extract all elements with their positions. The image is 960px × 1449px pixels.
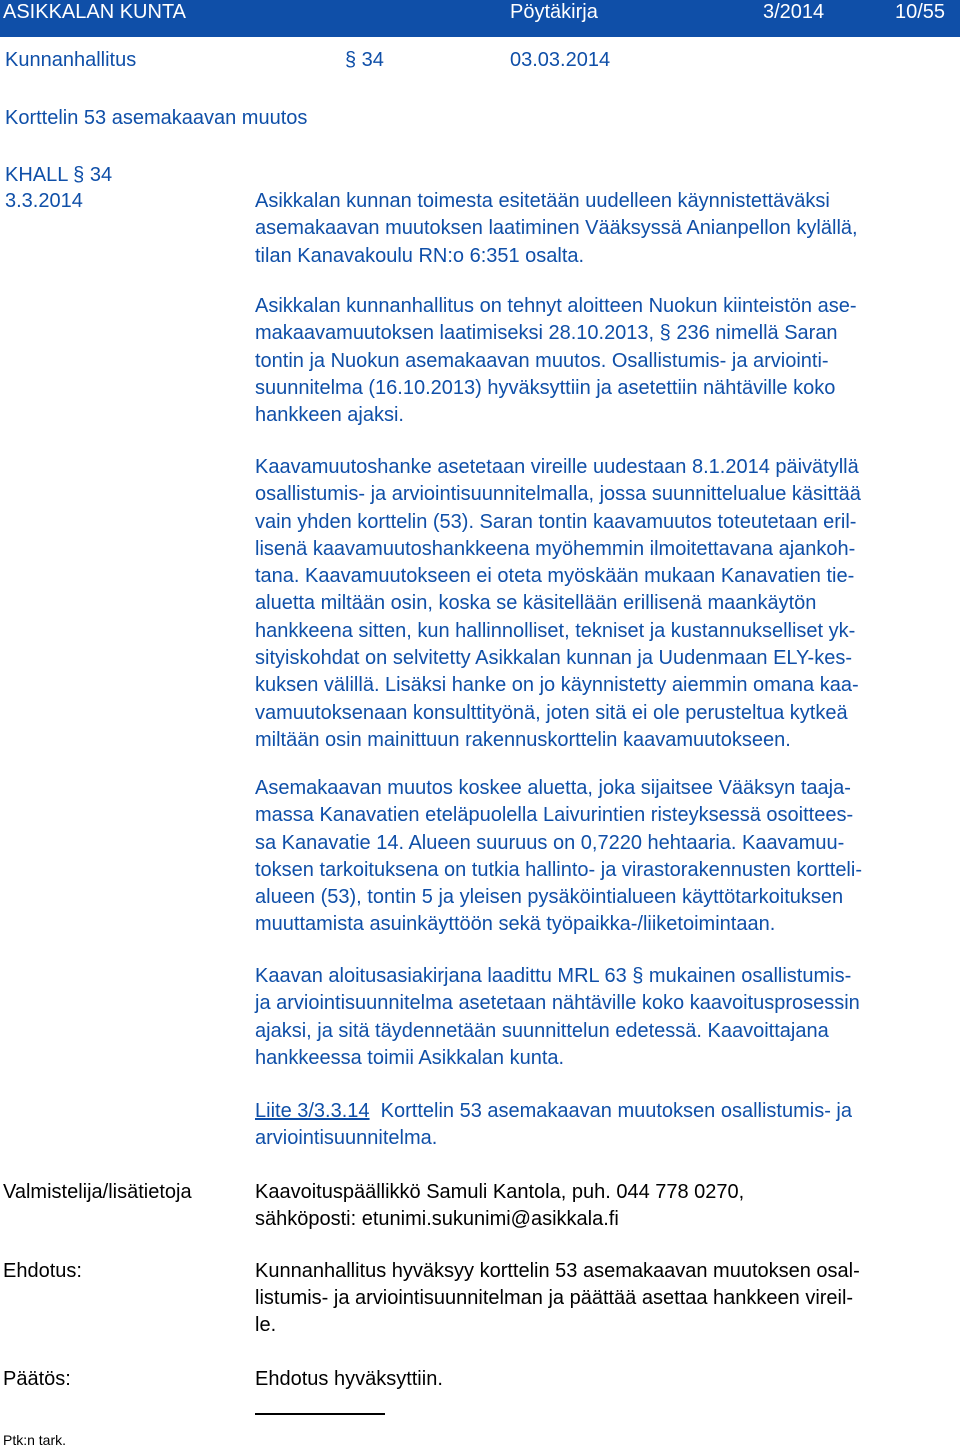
paragraph-line: alueen (53), tontin 5 ja yleisen pysäköintialueen käyttötarkoituksen: [255, 886, 844, 909]
paragraph-line: tontin ja Nuokun asemakaavan muutos. Osallistumis- ja arviointi-: [255, 349, 829, 372]
preparer-label: Valmistelija/lisätietoja: [3, 1181, 192, 1203]
preparer-line-2: sähköposti: etunimi.sukunimi@asikkala.fi: [255, 1208, 619, 1230]
attachment-text-2: arviointisuunnitelma.: [255, 1127, 438, 1150]
paragraph-line: lisenä kaavamuutoshankkeena myöhemmin ilmoitettavana ajankoh-: [255, 537, 856, 560]
attachment-line: [255, 1098, 957, 1125]
paragraph-line: vain yhden korttelin (53). Saran tontin kaavamuutos toteutetaan eril-: [255, 510, 857, 533]
decision-text: Ehdotus hyväksyttiin.: [255, 1368, 443, 1390]
prior-date: 3.3.2014: [5, 190, 83, 212]
paragraph-1: [255, 188, 957, 270]
attachment: [255, 1098, 957, 1153]
paragraph-line: suunnitelma (16.10.2013) hyväksyttiin ja asetettiin nähtäville koko: [255, 376, 836, 399]
paragraph-line: Asemakaavan muutos koskee aluetta, joka sijaitsee Vääksyn taaja-: [255, 777, 851, 799]
meeting-section: § 34: [345, 49, 384, 71]
signature-line: [255, 1413, 385, 1415]
paragraph-line: sa Kanavatie 14. Alueen suuruus on 0,7220 hehtaaria. Kaavamuu-: [255, 831, 845, 854]
paragraph-line: ja arviointisuunnitelma asetetaan nähtäville koko kaavoitusprosessin: [255, 992, 860, 1015]
paragraph-line: makaavamuutoksen laatimiseksi 28.10.2013, § 236 nimellä Saran: [255, 322, 838, 345]
meeting-date: 03.03.2014: [510, 49, 611, 71]
paragraph-line: osallistumis- ja arviointisuunnitelmalla, jossa suunnittelualue käsittää: [255, 483, 861, 506]
page-title: Korttelin 53 asemakaavan muutos: [5, 107, 308, 129]
org-name: ASIKKALAN KUNTA: [3, 1, 187, 23]
paragraph-line: massa Kanavatien eteläpuolella Laivurintien risteyksessä osoittees-: [255, 804, 854, 827]
preparer-info: [255, 1179, 744, 1233]
paragraph-line: hankkeessa toimii Asikkalan kunta.: [255, 1046, 565, 1069]
paragraph-line: ajaksi, ja sitä täydennetään suunnittelun edetessä. Kaavoittajana: [255, 1019, 829, 1042]
doc-number: 3/2014: [763, 1, 825, 23]
attachment-text-1: Korttelin 53 asemakaavan muutoksen osallistumis- ja: [380, 1100, 852, 1122]
attachment-link[interactable]: Liite 3/3.3.14: [255, 1100, 370, 1122]
proposal-text: [255, 1258, 860, 1339]
paragraph-5: [255, 963, 957, 1072]
paragraph-line: asemakaavan muutoksen laatiminen Vääksyssä Anianpellon kylällä,: [255, 217, 858, 240]
paragraph-line: kuksen välillä. Lisäksi hanke on jo käynnistetty aiemmin omana kaa-: [255, 674, 859, 697]
doc-type: Pöytäkirja: [510, 1, 598, 23]
paragraph-line: Asikkalan kunnan toimesta esitetään uudelleen käynnistettäväksi: [255, 190, 830, 212]
proposal-line: listumis- ja arviointisuunnitelman ja päättää asettaa hankkeen vireil-: [255, 1287, 854, 1309]
paragraph-line: aluetta miltään osin, koska se käsitellään erillisenä maankäytön: [255, 592, 817, 615]
paragraph-line: tana. Kaavamuutokseen ei oteta myöskään mukaan Kanavatien tie-: [255, 565, 855, 588]
paragraph-line: sityiskohdat on selvitetty Asikkalan kunnan ja Uudenmaan ELY-kes-: [255, 647, 853, 670]
paragraph-line: Asikkalan kunnanhallitus on tehnyt aloitteen Nuokun kiinteistön ase-: [255, 295, 857, 317]
decision-label: Päätös:: [3, 1368, 71, 1390]
prior-ref: KHALL § 34: [5, 164, 113, 186]
proposal-line: le.: [255, 1314, 277, 1336]
meeting-body: Kunnanhallitus: [5, 49, 137, 71]
paragraph-line: Kaavamuutoshanke asetetaan vireille uudestaan 8.1.2014 päivätyllä: [255, 456, 859, 478]
proposal-line: Kunnanhallitus hyväksyy korttelin 53 asemakaavan muutoksen osal-: [255, 1260, 860, 1282]
paragraph-2: [255, 293, 957, 429]
paragraph-line: tilan Kanavakoulu RN:o 6:351 osalta.: [255, 244, 585, 267]
proposal-label: Ehdotus:: [3, 1260, 82, 1282]
paragraph-line: toksen tarkoituksena on tutkia hallinto- ja virastorakennusten kortteli-: [255, 858, 862, 881]
paragraph-3: [255, 454, 957, 754]
paragraph-line: hankkeen ajaksi.: [255, 404, 404, 427]
header-bar: [0, 0, 960, 37]
minutes-checker-note: Ptk:n tark.: [3, 1432, 67, 1448]
paragraph-line: hankkeena sitten, kun hallinnolliset, tekniset ja kustannukselliset yk-: [255, 619, 856, 642]
preparer-line-1: Kaavoituspäällikkö Samuli Kantola, puh. 044 778 0270,: [255, 1181, 745, 1203]
paragraph-line: Kaavan aloitusasiakirjana laadittu MRL 63 § mukainen osallistumis-: [255, 965, 852, 987]
page-number: 10/55: [895, 1, 946, 23]
paragraph-4: [255, 775, 957, 939]
paragraph-line: muuttamista asuinkäyttöön sekä työpaikka-/liiketoimintaan.: [255, 913, 776, 936]
paragraph-line: vamuutoksenaan konsulttityönä, joten sitä ei ole perusteltua kytkeä: [255, 701, 848, 724]
paragraph-line: miltään osin mainittuun rakennuskorttelin kaavamuutokseen.: [255, 728, 791, 751]
